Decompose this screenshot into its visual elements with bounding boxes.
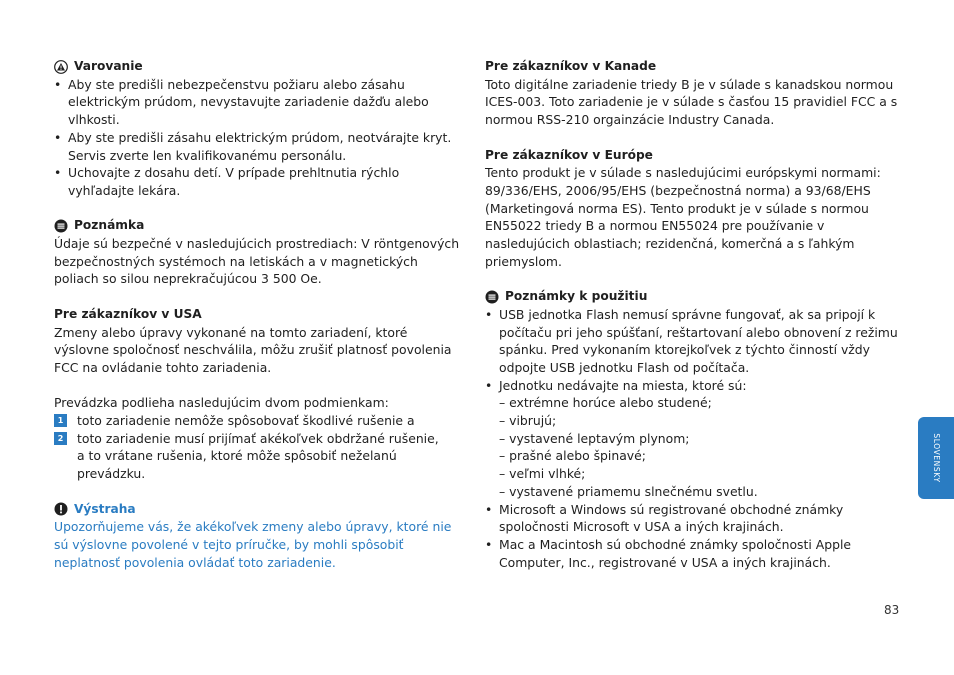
condition-text: toto zariadenie musí prijímať akékoľvek obdržané rušenie,: [77, 430, 439, 446]
caution-body: Upozorňujeme vás, že akékoľvek zmeny alebo úpravy, ktoré nie sú výslovne povolené v tejto príručke, by mohli spôsobiť neplatnosť povolenia ovládať toto zariadenie.: [54, 519, 452, 570]
list-item: • Mac a Macintosh sú obchodné známky spoločnosti Apple Computer, Inc., registrované v USA a iných krajinách.: [485, 536, 905, 571]
note-title: Poznámka: [74, 218, 145, 233]
dash-item: – veľmi vlhké;: [499, 466, 586, 482]
number-badge: 1: [54, 414, 67, 427]
language-tab: [918, 417, 954, 499]
warning-title: Varovanie: [74, 59, 143, 73]
europe-heading: Pre zákazníkov v Európe: [485, 147, 653, 162]
page-number: 83: [884, 603, 900, 617]
caution-heading: [54, 501, 464, 519]
list-item: • USB jednotka Flash nemusí správne fungovať, ak sa pripojí k počítaču pri jeho spúšťaní, reštartovaní alebo obnovení z režimu spánku. Pred vykonaním ktorejkoľvek z týchto činností vždy odpojte USB jednotku Flash od počítača.: [485, 306, 905, 377]
usage-heading: [485, 288, 905, 306]
note-icon: [485, 290, 499, 304]
warning-list: [54, 76, 464, 200]
europe-body: Tento produkt je v súlade s nasledujúcimi európskymi normami: 89/336/EHS, 2006/95/EHS (bezpečnostná norma) a 93/68/EHS (Marketingová norma ES). Tento produkt je v súlade s normou EN55022 triedy B a normou EN55024 pre používanie v nasledujúcich oblastiach; rezidenčná, komerčná a s ľahkým priemyslom.: [485, 165, 881, 269]
condition-row: [54, 430, 464, 448]
list-item: • Uchovajte z dosahu detí. V prípade prehltnutia rýchlo vyhľadajte lekára.: [54, 164, 464, 199]
canada-heading: Pre zákazníkov v Kanade: [485, 59, 657, 73]
list-item: • Aby ste predišli zásahu elektrickým prúdom, neotvárajte kryt. Servis zverte len kvalifikovanému personálu.: [54, 129, 464, 164]
caution-title: Výstraha: [74, 501, 136, 516]
note-body: Údaje sú bezpečné v nasledujúcich prostrediach: V röntgenových bezpečnostných systémoch na letiskách a v magnetických poliach so silou neprekračujúcou 3 500 Oe.: [54, 236, 460, 287]
warning-triangle-icon: [54, 60, 68, 74]
list-item: [485, 377, 905, 501]
dash-item: – vibrujú;: [499, 413, 557, 429]
caution-exclamation-icon: [54, 502, 68, 516]
note-heading: [54, 217, 464, 235]
canada-body: Toto digitálne zariadenie triedy B je v súlade s kanadskou normou ICES-003. Toto zariadenie je v súlade s časťou 15 pravidiel FCC a s normou RSS-210 orgainzácie Industry Canada.: [485, 76, 898, 128]
list-item-text: Jednotku nedávajte na miesta, ktoré sú:: [499, 377, 747, 393]
number-badge: 2: [54, 432, 67, 445]
usage-title: Poznámky k použitiu: [505, 289, 648, 304]
condition-row: [54, 412, 464, 430]
dash-item: – prašné alebo špinavé;: [499, 448, 646, 464]
note-icon: [54, 219, 68, 233]
condition-text: toto zariadenie nemôže spôsobovať škodlivé rušenie a: [77, 413, 415, 429]
dash-item: – extrémne horúce alebo studené;: [499, 395, 712, 411]
usa-body: Zmeny alebo úpravy vykonané na tomto zariadení, ktoré výslovne spoločnosť neschválila, môžu zrušiť platnosť povolenia FCC na ovládanie tohto zariadenia.: [54, 324, 452, 375]
dash-item: – vystavené leptavým plynom;: [499, 430, 690, 446]
usage-list: [485, 306, 905, 572]
language-tab-label: SLOVENSKY: [931, 433, 941, 483]
dash-item: – vystavené priamemu slnečnému svetlu.: [499, 483, 758, 499]
condition-continuation: a to vrátane rušenia, ktoré môže spôsobiť neželanú prevádzku.: [77, 448, 397, 482]
warning-heading: [54, 58, 464, 76]
left-column: [54, 58, 464, 571]
conditions-intro: Prevádzka podlieha nasledujúcim dvom podmienkam:: [54, 395, 389, 411]
list-item: • Aby ste predišli nebezpečenstvu požiaru alebo zásahu elektrickým prúdom, nevystavujte zariadenie dažďu alebo vlhkosti.: [54, 76, 464, 129]
right-column: [485, 58, 905, 571]
list-item: • Microsoft a Windows sú registrované obchodné známky spoločnosti Microsoft v USA a iných krajinách.: [485, 501, 905, 536]
usa-heading: Pre zákazníkov v USA: [54, 306, 202, 321]
